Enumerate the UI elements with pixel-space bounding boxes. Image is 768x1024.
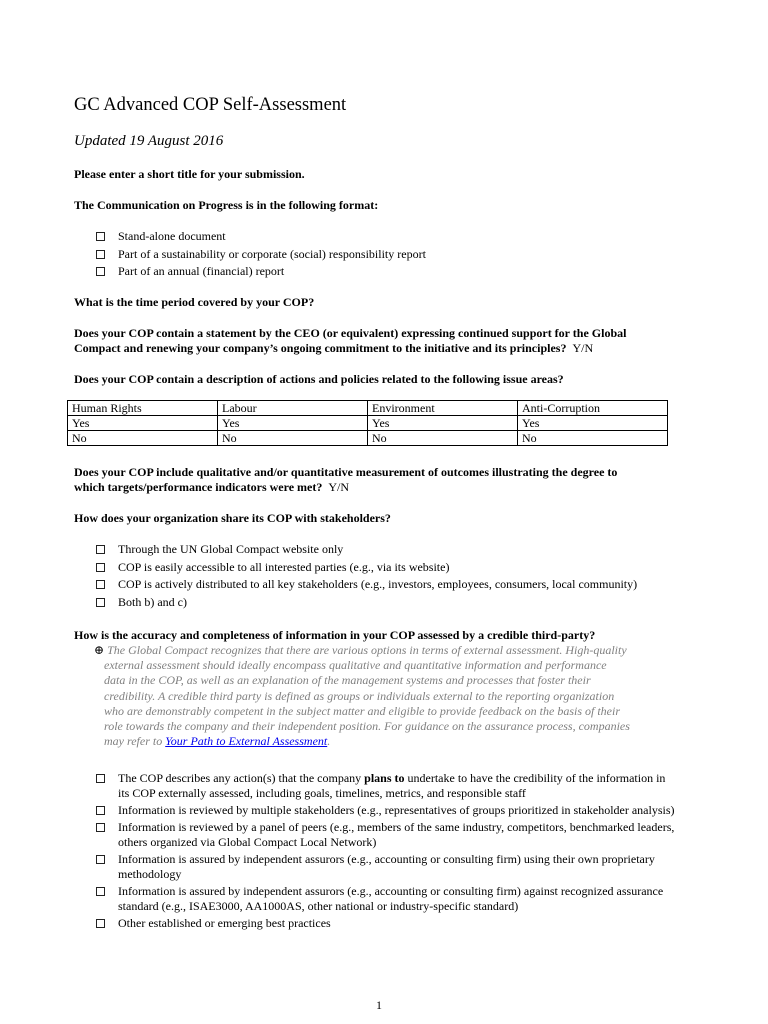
question-short-title: Please enter a short title for your submission. [74, 167, 305, 181]
checkbox-icon[interactable] [96, 232, 105, 241]
note-line: may refer to Your Path to External Assessment. [104, 734, 331, 749]
note-line: external assessment should ideally encompass qualitative and quantitative information and performance [104, 658, 607, 673]
table-header-cell: Labour [218, 401, 368, 416]
checkbox-icon[interactable] [96, 806, 105, 815]
format-options [96, 229, 426, 282]
list-item[interactable]: The COP describes any action(s) that the company plans to undertake to have the credibility of the information in its COP externally assessed, including goals, timelines, metrics, and responsible staff [96, 771, 676, 801]
list-item[interactable]: Part of an annual (financial) report [96, 264, 426, 282]
note-line: who are demonstrably competent in the subject matter and eligible to provide feedback on the basis of their [104, 703, 621, 718]
list-item[interactable]: Part of a sustainability or corporate (social) responsibility report [96, 247, 426, 265]
checkbox-icon[interactable] [96, 919, 105, 928]
list-item[interactable]: COP is easily accessible to all interested parties (e.g., via its website) [96, 560, 637, 578]
external-assessment-link[interactable]: Your Path to External Assessment [165, 734, 328, 749]
table-cell[interactable]: No [68, 431, 218, 446]
table-cell[interactable]: No [368, 431, 518, 446]
checkbox-icon[interactable] [96, 855, 105, 864]
question-ceo-statement-line1: Does your COP contain a statement by the CEO (or equivalent) expressing continued support for the Global [74, 326, 627, 340]
table-header-cell: Anti-Corruption [518, 401, 668, 416]
share-options [96, 542, 637, 612]
checkbox-icon[interactable] [96, 563, 105, 572]
list-item[interactable]: Information is assured by independent assurors (e.g., accounting or consulting firm) using their own proprietary methodology [96, 852, 676, 882]
expand-plus-icon[interactable]: ⊕ [94, 643, 105, 657]
table-header-cell: Human Rights [68, 401, 218, 416]
question-format: The Communication on Progress is in the following format: [74, 198, 379, 212]
list-item[interactable]: COP is actively distributed to all key stakeholders (e.g., investors, employees, consumers, local community) [96, 577, 637, 595]
list-item[interactable]: Information is reviewed by a panel of peers (e.g., members of the same industry, competitors, benchmarked leaders, others organized via Global Compact Local Network) [96, 820, 676, 850]
table-cell[interactable]: Yes [218, 416, 368, 431]
checkbox-icon[interactable] [96, 774, 105, 783]
checkbox-icon[interactable] [96, 823, 105, 832]
table-row [68, 431, 668, 446]
table-cell[interactable]: Yes [68, 416, 218, 431]
list-item[interactable]: Both b) and c) [96, 595, 637, 613]
question-sharing: How does your organization share its COP with stakeholders? [74, 511, 391, 525]
page-number: 1 [376, 998, 382, 1012]
note-line: data in the COP, as well as an explanation of the management systems and processes that foster their [104, 673, 591, 688]
question-measurement-line2: which targets/performance indicators were met? Y/N [74, 480, 350, 494]
table-cell[interactable]: No [218, 431, 368, 446]
checkbox-icon[interactable] [96, 887, 105, 896]
guidance-note [94, 643, 696, 749]
yn-answer[interactable]: Y/N [328, 480, 350, 494]
assurance-options [96, 771, 676, 931]
note-line: ⊕ The Global Compact recognizes that there are various options in terms of external assessment. High-quality [94, 643, 627, 657]
list-item[interactable]: Other established or emerging best practices [96, 916, 676, 931]
note-line: role towards the company and their independent position. For guidance on the assurance process, companies [104, 719, 630, 734]
list-item[interactable]: Through the UN Global Compact website only [96, 542, 637, 560]
question-ceo-statement-line2: Compact and renewing your company’s ongoing commitment to the initiative and its principles? Y/N [74, 341, 594, 355]
checkbox-icon[interactable] [96, 250, 105, 259]
table-row [68, 401, 668, 416]
question-issue-areas: Does your COP contain a description of actions and policies related to the following issue areas? [74, 372, 564, 386]
list-item[interactable]: Information is assured by independent assurors (e.g., accounting or consulting firm) against recognized assurance standard (e.g., ISAE3000, AA1000AS, other national or industry-specific standard) [96, 884, 676, 914]
question-third-party: How is the accuracy and completeness of information in your COP assessed by a credible third-party? [74, 628, 596, 642]
table-cell[interactable]: Yes [518, 416, 668, 431]
checkbox-icon[interactable] [96, 267, 105, 276]
list-item[interactable]: Information is reviewed by multiple stakeholders (e.g., representatives of groups prioritized in stakeholder analysis) [96, 803, 676, 818]
list-item[interactable]: Stand-alone document [96, 229, 426, 247]
question-time-period: What is the time period covered by your COP? [74, 295, 315, 309]
updated-date: Updated 19 August 2016 [74, 133, 224, 149]
table-row [68, 416, 668, 431]
yn-answer[interactable]: Y/N [572, 341, 594, 355]
question-measurement-line1: Does your COP include qualitative and/or quantitative measurement of outcomes illustrating the degree to [74, 465, 618, 479]
table-cell[interactable]: Yes [368, 416, 518, 431]
checkbox-icon[interactable] [96, 545, 105, 554]
note-line: credibility. A credible third party is defined as groups or individuals external to the reporting organization [104, 688, 615, 703]
checkbox-icon[interactable] [96, 580, 105, 589]
document-title: GC Advanced COP Self-Assessment [74, 95, 347, 115]
table-cell[interactable]: No [518, 431, 668, 446]
issue-areas-table [67, 400, 668, 446]
table-header-cell: Environment [368, 401, 518, 416]
checkbox-icon[interactable] [96, 598, 105, 607]
